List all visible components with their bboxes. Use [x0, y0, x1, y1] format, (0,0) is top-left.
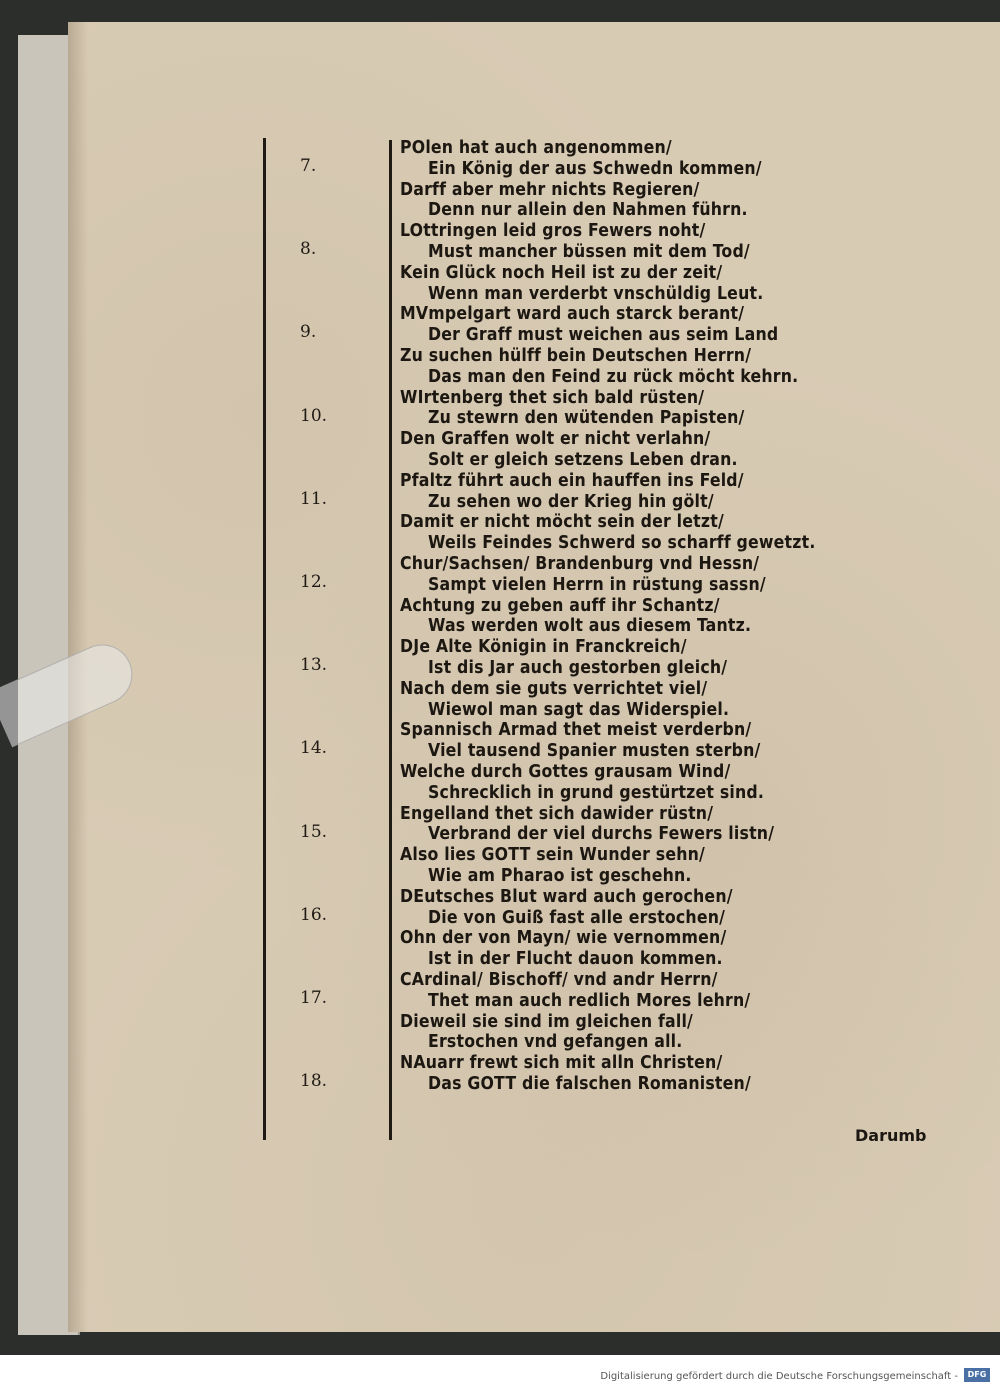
verse-line: Pfaltz führt auch ein hauffen ins Feld/: [400, 470, 744, 491]
left-rule-line: [263, 138, 266, 1140]
right-rule-line: [389, 140, 392, 1140]
verse-line: LOttringen leid gros Fewers noht/: [400, 221, 706, 242]
verse-line: WIrtenberg thet sich bald rüsten/: [400, 387, 705, 408]
verse-line: POlen hat auch angenommen/: [400, 138, 672, 158]
verse-line: Kein Glück noch Heil ist zu der zeit/: [400, 262, 723, 283]
verse-line: Ist in der Flucht dauon kommen.: [428, 949, 723, 970]
dfg-logo: DFG: [964, 1368, 990, 1382]
verse-line: Chur/Sachsen/ Brandenburg vnd Hessn/: [400, 554, 760, 574]
verse-line: CArdinal/ Bischoff/ vnd andr Herrn/: [400, 970, 718, 990]
verse-line: MVmpelgart ward auch starck berant/: [400, 304, 745, 325]
verse-line: Ohn der von Mayn/ wie vernommen/: [400, 928, 727, 949]
verse-line: Wenn man verderbt vnschüldig Leut.: [428, 283, 764, 304]
verse-line: Spannisch Armad thet meist verderbn/: [400, 720, 752, 741]
verse-line: Erstochen vnd gefangen all.: [428, 1032, 683, 1053]
verse-line: Die von Guiß fast alle erstochen/: [428, 907, 726, 928]
verse-line: Dieweil sie sind im gleichen fall/: [400, 1011, 694, 1032]
verse-line: Thet man auch redlich Mores lehrn/: [428, 990, 751, 1011]
stanza-number: 14.: [300, 738, 328, 759]
verse-line: DJe Alte Königin in Franckreich/: [400, 637, 687, 658]
verse-line: Zu sehen wo der Krieg hin gölt/: [428, 491, 714, 512]
verse-line: NAuarr frewt sich mit alln Christen/: [400, 1053, 723, 1074]
verse-line: Welche durch Gottes grausam Wind/: [400, 762, 731, 782]
stanza-number: 16.: [300, 904, 328, 925]
verse-line: Must mancher büssen mit dem Tod/: [428, 242, 750, 262]
verse-line: Sampt vielen Herrn in rüstung sassn/: [428, 574, 766, 595]
verse-line: Zu stewrn den wütenden Papisten/: [428, 408, 745, 429]
verse-line: Achtung zu geben auff ihr Schantz/: [400, 595, 720, 616]
stanza-number: 13.: [300, 655, 328, 676]
verse-line: Also lies GOTT sein Wunder sehn/: [400, 845, 705, 866]
stanza-number: 18.: [300, 1071, 328, 1092]
verse-line: Viel tausend Spanier musten sterbn/: [428, 741, 761, 762]
stanza-number: 11.: [300, 488, 328, 509]
verse-line: Was werden wolt aus diesem Tantz.: [428, 616, 752, 637]
verse-line: Das GOTT die falschen Romanisten/: [428, 1074, 751, 1094]
stanza-number: 17.: [300, 988, 328, 1008]
stanza-number: 8.: [300, 239, 317, 260]
verse-line: Zu suchen hülff bein Deutschen Herrn/: [400, 346, 752, 366]
verse-line: Wiewol man sagt das Widerspiel.: [428, 699, 730, 720]
verse-line: Darff aber mehr nichts Regieren/: [400, 179, 700, 200]
stanza-number: 7.: [300, 156, 317, 176]
verse-line: Verbrand der viel durchs Fewers listn/: [428, 824, 775, 845]
verse-line: Nach dem sie guts verrichtet viel/: [400, 678, 708, 699]
verse-line: DEutsches Blut ward auch gerochen/: [400, 886, 733, 907]
verse-line: Den Graffen wolt er nicht verlahn/: [400, 429, 711, 450]
verse-line: Denn nur allein den Nahmen führn.: [428, 200, 748, 221]
footer-credit: Digitalisierung gefördert durch die Deutsche Forschungsgemeinschaft -: [600, 1371, 958, 1382]
verse-line: Schrecklich in grund gestürtzet sind.: [428, 782, 765, 803]
stanza-number: 12.: [300, 572, 328, 592]
verse-line: Wie am Pharao ist geschehn.: [428, 866, 692, 886]
verse-line: Ein König der aus Schwedn kommen/: [428, 158, 762, 179]
verse-line: Engelland thet sich dawider rüstn/: [400, 803, 714, 824]
verse-line: Solt er gleich setzens Leben dran.: [428, 450, 738, 470]
stanza-number: 15.: [300, 821, 328, 842]
catchword: Darumb: [855, 1126, 927, 1145]
stanza-number: 10.: [300, 405, 328, 426]
verse-line: Weils Feindes Schwerd so scharff gewetzt.: [428, 533, 816, 554]
verse-line: Das man den Feind zu rück möcht kehrn.: [428, 366, 799, 387]
stanza-number: 9.: [300, 322, 317, 343]
verse-line: Ist dis Jar auch gestorben gleich/: [428, 658, 728, 678]
verse-line: Damit er nicht möcht sein der letzt/: [400, 512, 724, 533]
verse-line: Der Graff must weichen aus seim Land: [428, 325, 779, 346]
